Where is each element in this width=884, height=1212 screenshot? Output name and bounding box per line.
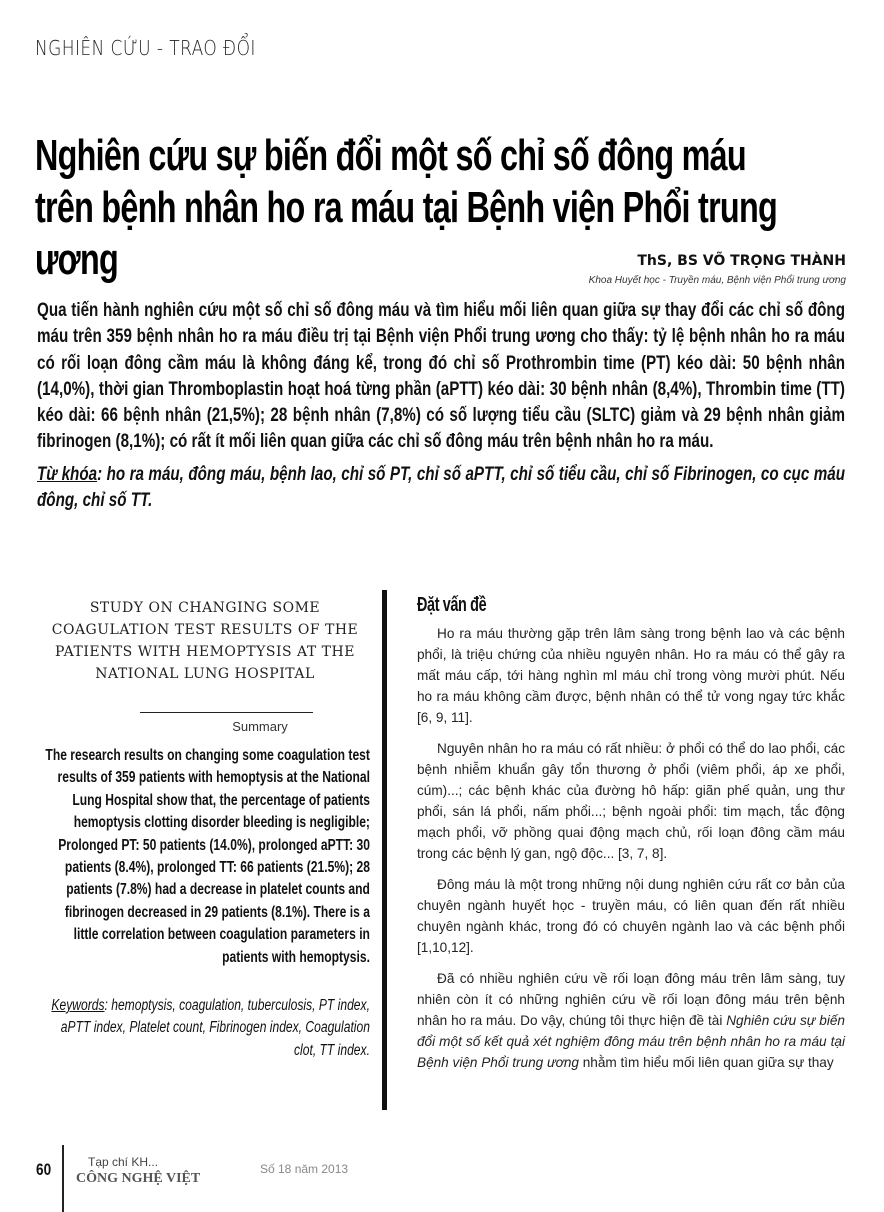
summary-heading: Summary <box>232 719 288 734</box>
paragraph: Nguyên nhân ho ra máu có rất nhiều: ở phổi có thể do lao phổi, các bệnh nhiễm khuẩn gây tổn thương ở phổi (viêm phổi, áp xe phổi, cúm)...; các bệnh khác của đường hô hấp: giãn phế quản, ung thư phổi, sán lá phổi, nấm phổi...; bệnh ngoài phổi: tim mạch, tắc động mạch phổi, vỡ phồng quai động mạch chủ, rối loạn đông cầm máu trong các bệnh lý gan, ngộ độc... [3, 7, 8]. <box>417 741 845 861</box>
summary-keywords <box>40 995 370 1062</box>
journal-name-line2: CÔNG NGHỆ VIỆT <box>76 1171 201 1186</box>
keywords-label: Từ khóa <box>37 463 98 485</box>
keywords <box>37 462 845 515</box>
journal-name-line1: Tạp chí KH... <box>88 1155 159 1169</box>
paragraph-italic: Nghiên cứu sự biến đổi một số kết quả xét nghiệm đông máu trên bệnh nhân ho ra máu tại Bệnh viện Phổi trung ương <box>417 1013 845 1070</box>
abstract <box>37 298 845 514</box>
summary-keywords-text: : hemoptysis, coagulation, tuberculosis, PT index, aPTT index, Platelet count, Fibrinogen index, Coagulation clot, TT index. <box>60 997 370 1059</box>
paragraph-text: nhằm tìm hiểu mối liên quan giữa sự thay <box>578 1055 834 1070</box>
paragraph <box>417 968 845 1073</box>
section-label: NGHIÊN CỨU - TRAO ĐỔI <box>35 36 256 60</box>
abstract-text: Qua tiến hành nghiên cứu một số chỉ số đông máu và tìm hiểu mối liên quan giữa sự thay đổi các chỉ số đông máu trên 359 bệnh nhân ho ra máu điều trị tại Bệnh viện Phổi trung ương cho thấy: tỷ lệ bệnh nhân ho ra máu có rối loạn đông cầm máu là không đáng kể, trong đó chỉ số Prothrombin time (PT) kéo dài: 50 bệnh nhân (14,0%), thời gian Thromboplastin hoạt hoá từng phần (aPTT) kéo dài: 30 bệnh nhân (8,4%), Thrombin time (TT) kéo dài: 66 bệnh nhân (21,5%); 28 bệnh nhân (7,8%) có số lượng tiểu cầu (SLTC) giảm và 29 bệnh nhân giảm fibrinogen (8,1%); có rất ít mối liên quan giữa các chỉ số đông máu trên bệnh nhân ho ra máu. <box>37 300 845 453</box>
summary-text: The research results on changing some coagulation test results of 359 patients with hemoptysis at the National Lung Hospital show that, the percentage of patients hemoptysis clotting disorder bleeding is negligible; Prolonged PT: 50 patients (14.0%), prolonged aPTT: 30 patients (8.4%), prolonged TT: 66 patients (21.5%); 28 patients (7.8%) had a decrease in platelet counts and fibrinogen decreased in 29 patients (8.1%). There is a little correlation between coagulation parameters in patients with hemoptysis. <box>45 747 370 966</box>
keywords-text: : ho ra máu, đông máu, bệnh lao, chỉ số PT, chỉ số aPTT, chỉ số tiểu cầu, chỉ số Fibrinogen, co cục máu đông, chỉ số TT. <box>37 463 846 512</box>
paragraph: Ho ra máu thường gặp trên lâm sàng trong bệnh lao và các bệnh phổi, là triệu chứng của nhiều nguyên nhân. Ho ra máu có thể gây ra mất máu cấp, tới hàng nghìn ml máu chỉ trong vòng mười phút. Nếu ho ra máu không cầm được, bệnh nhân có thể tử vong ngay tức khắc [6, 9, 11]. <box>417 626 845 725</box>
intro-body <box>417 623 845 1083</box>
english-title: STUDY ON CHANGING SOME COAGULATION TEST RESULTS OF THE PATIENTS WITH HEMOPTYSIS AT THE NATIONAL LUNG HOSPITAL <box>51 600 359 682</box>
paragraph-text: Đã có nhiều nghiên cứu về rối loạn đông máu trên lâm sàng, tuy nhiên còn ít có những nghiên cứu về rối loạn đông máu trên bệnh nhân ho ra máu. Do vậy, chúng tôi thực hiện đề tài <box>417 971 845 1028</box>
column-divider <box>382 590 387 1110</box>
intro-heading: Đặt vấn đề <box>417 594 487 616</box>
footer-divider <box>62 1145 64 1212</box>
page-number: 60 <box>36 1160 52 1179</box>
affiliation: Khoa Huyết học - Truyền máu, Bệnh viện Phổi trung ương <box>588 275 846 286</box>
title-line: trên bệnh nhân ho ra máu tại Bệnh viện Phổi trung ương <box>35 183 777 284</box>
title-line: Nghiên cứu sự biến đổi một số chỉ số đông máu <box>35 131 746 180</box>
issue-label: Số 18 năm 2013 <box>260 1162 349 1176</box>
summary-keywords-label: Keywords <box>51 997 105 1014</box>
divider <box>140 712 313 713</box>
paragraph: Đông máu là một trong những nội dung nghiên cứu rất cơ bản của chuyên ngành huyết học - truyền máu, có liên quan đến rất nhiều chuyên ngành khác, trong đó có chuyên ngành lao và các bệnh phổi [1,10,12]. <box>417 877 845 955</box>
author: ThS, BS VÕ TRỌNG THÀNH <box>637 253 846 269</box>
